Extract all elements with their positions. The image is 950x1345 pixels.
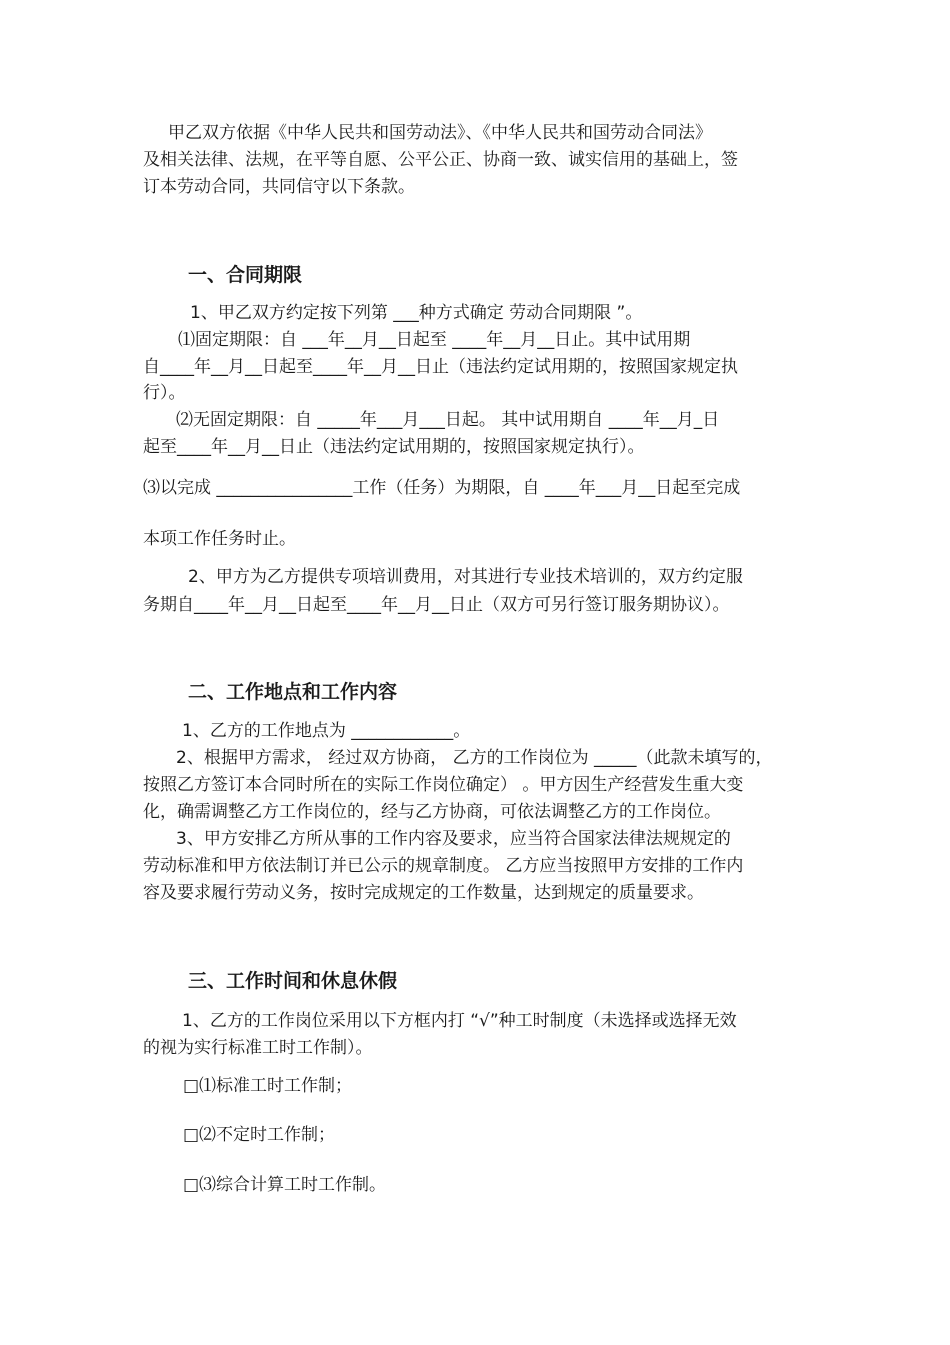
option-standard-hours: □⑴标准工时工作制； xyxy=(183,1076,353,1096)
s1-line-8: 本项工作任务时止。 xyxy=(143,529,296,549)
intro-line-1: 甲乙双方依据《中华人民共和国劳动法》、《中华人民共和国劳动合同法》 xyxy=(168,123,712,143)
s2-line-1: 1、乙方的工作地点为 ____________。 xyxy=(182,721,471,741)
s2-line-3: 按照乙方签订本合同时所在的实际工作岗位确定） 。甲方因生产经营发生重大变 xyxy=(143,775,744,795)
option-flexible-hours: □⑵不定时工作制； xyxy=(183,1125,336,1145)
s1-line-2: ⑴固定期限：自 ___年__月__日起至 ____年__月__日止。其中试用期 xyxy=(178,330,691,350)
section-heading-work-location: 二、工作地点和工作内容 xyxy=(188,681,398,703)
s2-line-5: 3、甲方安排乙方所从事的工作内容及要求，应当符合国家法律法规规定的 xyxy=(176,829,731,849)
s1-line-5: ⑵无固定期限：自 _____年___月___日起。 其中试用期自 ____年__月_日 xyxy=(176,410,720,430)
s2-line-2: 2、根据甲方需求， 经过双方协商， 乙方的工作岗位为 _____（此款未填写的， xyxy=(176,748,773,768)
s3-line-1: 1、乙方的工作岗位采用以下方框内打 “√”种工时制度（未选择或选择无效 xyxy=(182,1011,737,1031)
section-heading-contract-term: 一、合同期限 xyxy=(188,264,303,286)
s1-line-4: 行）。 xyxy=(143,383,186,403)
option-comprehensive-hours: □⑶综合计算工时工作制。 xyxy=(183,1175,387,1195)
intro-line-2: 及相关法律、法规，在平等自愿、公平公正、协商一致、诚实信用的基础上，签 xyxy=(143,150,738,170)
s1-line-1: 1、甲乙双方约定按下列第 ___种方式确定 劳动合同期限 ”。 xyxy=(190,303,643,323)
intro-line-3: 订本劳动合同，共同信守以下条款。 xyxy=(143,177,415,197)
section-heading-working-hours: 三、工作时间和休息休假 xyxy=(188,970,398,992)
s1-line-9: 2、甲方为乙方提供专项培训费用，对其进行专业技术培训的，双方约定服 xyxy=(188,567,743,587)
s3-line-2: 的视为实行标准工时工作制）。 xyxy=(143,1038,373,1058)
s2-line-7: 容及要求履行劳动义务，按时完成规定的工作数量，达到规定的质量要求。 xyxy=(143,883,704,903)
s1-line-7: ⑶以完成 ________________工作（任务）为期限，自 ____年___月__日起至完成 xyxy=(143,478,741,498)
s1-line-10: 务期自____年__月__日起至____年__月__日止（双方可另行签订服务期协议）。 xyxy=(143,595,730,615)
s1-line-3: 自____年__月__日起至____年__月__日止（违法约定试用期的，按照国家规定执 xyxy=(143,357,738,377)
s1-line-6: 起至____年__月__日止（违法约定试用期的，按照国家规定执行）。 xyxy=(143,437,645,457)
s2-line-4: 化，确需调整乙方工作岗位的，经与乙方协商，可依法调整乙方的工作岗位。 xyxy=(143,802,721,822)
s2-line-6: 劳动标准和甲方依法制订并已公示的规章制度。 乙方应当按照甲方安排的工作内 xyxy=(143,856,744,876)
